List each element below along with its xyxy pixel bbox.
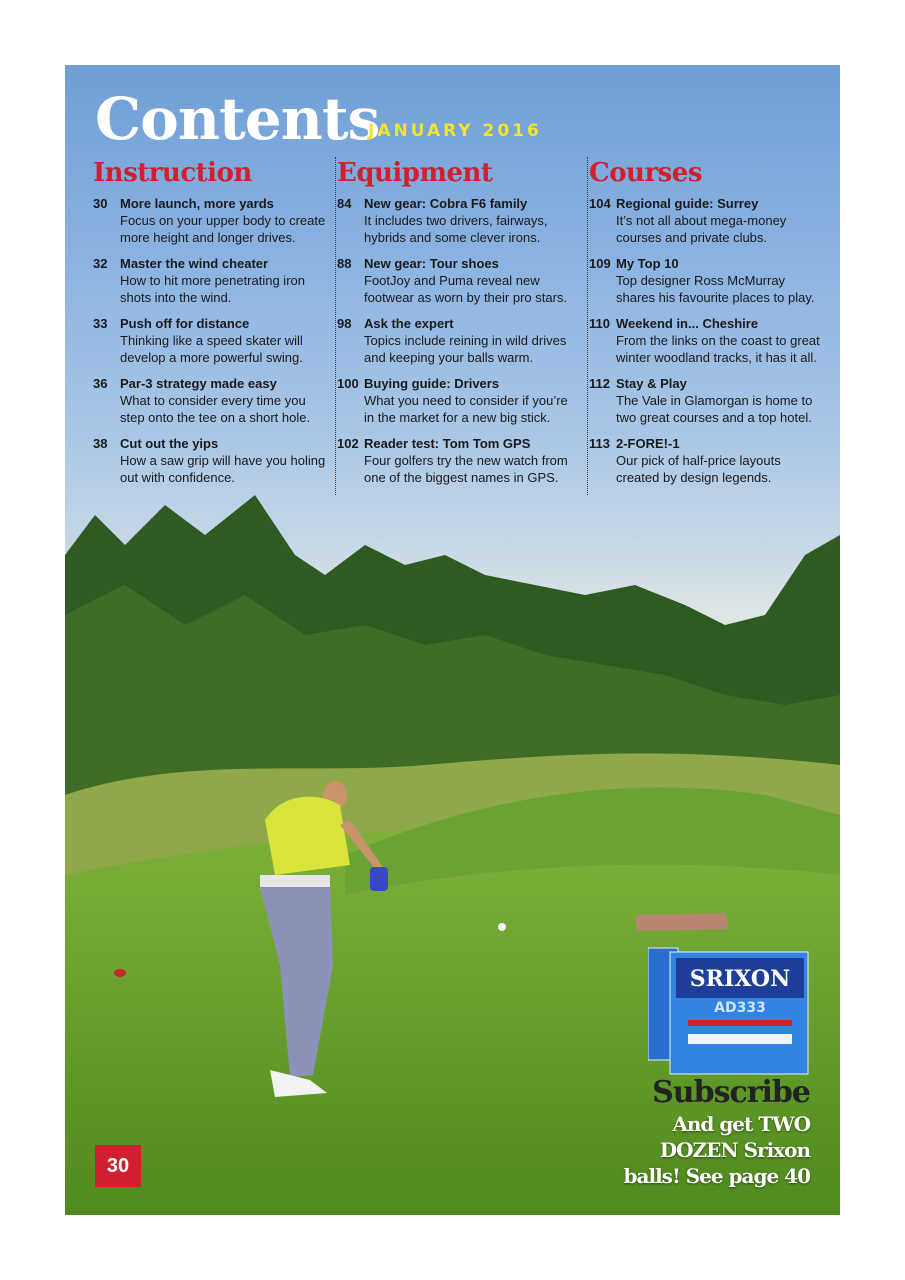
entry-title: Par-3 strategy made easy [120,376,277,391]
entry-title: Reader test: Tom Tom GPS [364,436,531,451]
section-heading: Instruction [93,158,252,188]
entry-page-number: 112 [589,376,610,391]
contents-entry[interactable] [93,435,327,486]
entry-description: Focus on your upper body to create more height and longer drives. [120,213,326,245]
entry-description: Top designer Ross McMurray shares his favourite places to play. [616,273,815,305]
offer-line: And get TWO [672,1112,810,1136]
contents-entry[interactable] [337,315,570,366]
entry-description: What you need to consider if you’re in the market for a new big stick. [364,393,568,425]
contents-page [65,65,840,1215]
contents-entry[interactable] [93,195,327,246]
subscribe-title[interactable]: Subscribe [652,1075,810,1110]
entry-description: Topics include reining in wild drives and keeping your balls warm. [364,333,567,365]
entry-title: My Top 10 [616,256,679,271]
srixon-ball-box-image [648,938,810,1078]
instruction-column [93,157,327,495]
page-title: Contents [95,85,380,153]
entry-page-number: 88 [337,256,352,271]
entry-title: More launch, more yards [120,196,274,211]
entry-description: The Vale in Glamorgan is home to two great courses and a top hotel. [616,393,813,425]
entry-page-number: 98 [337,316,352,331]
entry-description: From the links on the coast to great winter woodland tracks, it has it all. [616,333,820,365]
entry-page-number: 33 [93,316,108,331]
entry-page-number: 84 [337,196,352,211]
entry-page-number: 110 [589,316,610,331]
entry-description: It includes two drivers, fairways, hybrids and some clever irons. [364,213,548,245]
entry-title: Stay & Play [616,376,687,391]
entry-page-number: 32 [93,256,108,271]
equipment-column [335,157,570,495]
entry-description: It’s not all about mega-money courses and private clubs. [616,213,787,245]
offer-line: DOZEN Srixon [659,1138,810,1162]
entry-title: Master the wind cheater [120,256,269,271]
entry-title: 2-FORE!-1 [616,436,680,451]
entry-page-number: 104 [589,196,611,211]
contents-entry[interactable] [589,255,822,306]
entry-description: How to hit more penetrating iron shots into the wind. [120,273,305,305]
contents-entry[interactable] [93,375,327,426]
courses-column [587,157,822,495]
entry-page-number: 102 [337,436,359,451]
offer-line: balls! See page 40 [623,1164,810,1188]
contents-entry[interactable] [93,315,327,366]
entry-title: Buying guide: Drivers [364,376,500,391]
entry-description: Thinking like a speed skater will develop a more powerful swing. [120,333,303,365]
contents-entry[interactable] [589,435,822,486]
section-heading: Courses [589,158,702,188]
entry-title: Weekend in... Cheshire [616,316,759,331]
entry-description: FootJoy and Puma reveal new footwear as worn by their pro stars. [364,273,568,305]
contents-entry[interactable] [337,375,570,426]
box-model-text: AD333 [714,1000,766,1016]
entry-page-number: 113 [589,436,610,451]
entry-title: Push off for distance [120,316,250,331]
entry-description: Four golfers try the new watch from one of the biggest names in GPS. [364,453,568,485]
page-number: 30 [95,1145,141,1187]
entry-page-number: 38 [93,436,108,451]
entry-title: Ask the expert [364,316,454,331]
box-brand-text: SRIXON [689,966,791,992]
contents-entry[interactable] [589,375,822,426]
entry-description: Our pick of half-price layouts created by design legends. [616,453,781,485]
contents-entry[interactable] [93,255,327,306]
entry-page-number: 30 [93,196,108,211]
contents-entry[interactable] [589,315,822,366]
entry-title: Regional guide: Surrey [616,196,759,211]
entry-page-number: 100 [337,376,359,391]
entry-page-number: 109 [589,256,611,271]
entry-title: New gear: Tour shoes [364,256,499,271]
entry-title: New gear: Cobra F6 family [364,196,528,211]
entry-title: Cut out the yips [120,436,219,451]
subscribe-offer[interactable] [570,1111,810,1189]
contents-entry[interactable] [337,195,570,246]
entry-description: What to consider every time you step onto the tee on a short hole. [120,393,311,425]
issue-date: JANUARY 2016 [368,121,542,141]
section-heading: Equipment [337,158,493,188]
contents-entry[interactable] [337,435,570,486]
contents-entry[interactable] [337,255,570,306]
entry-description: How a saw grip will have you holing out with confidence. [120,453,326,485]
contents-entry[interactable] [589,195,822,246]
entry-page-number: 36 [93,376,108,391]
